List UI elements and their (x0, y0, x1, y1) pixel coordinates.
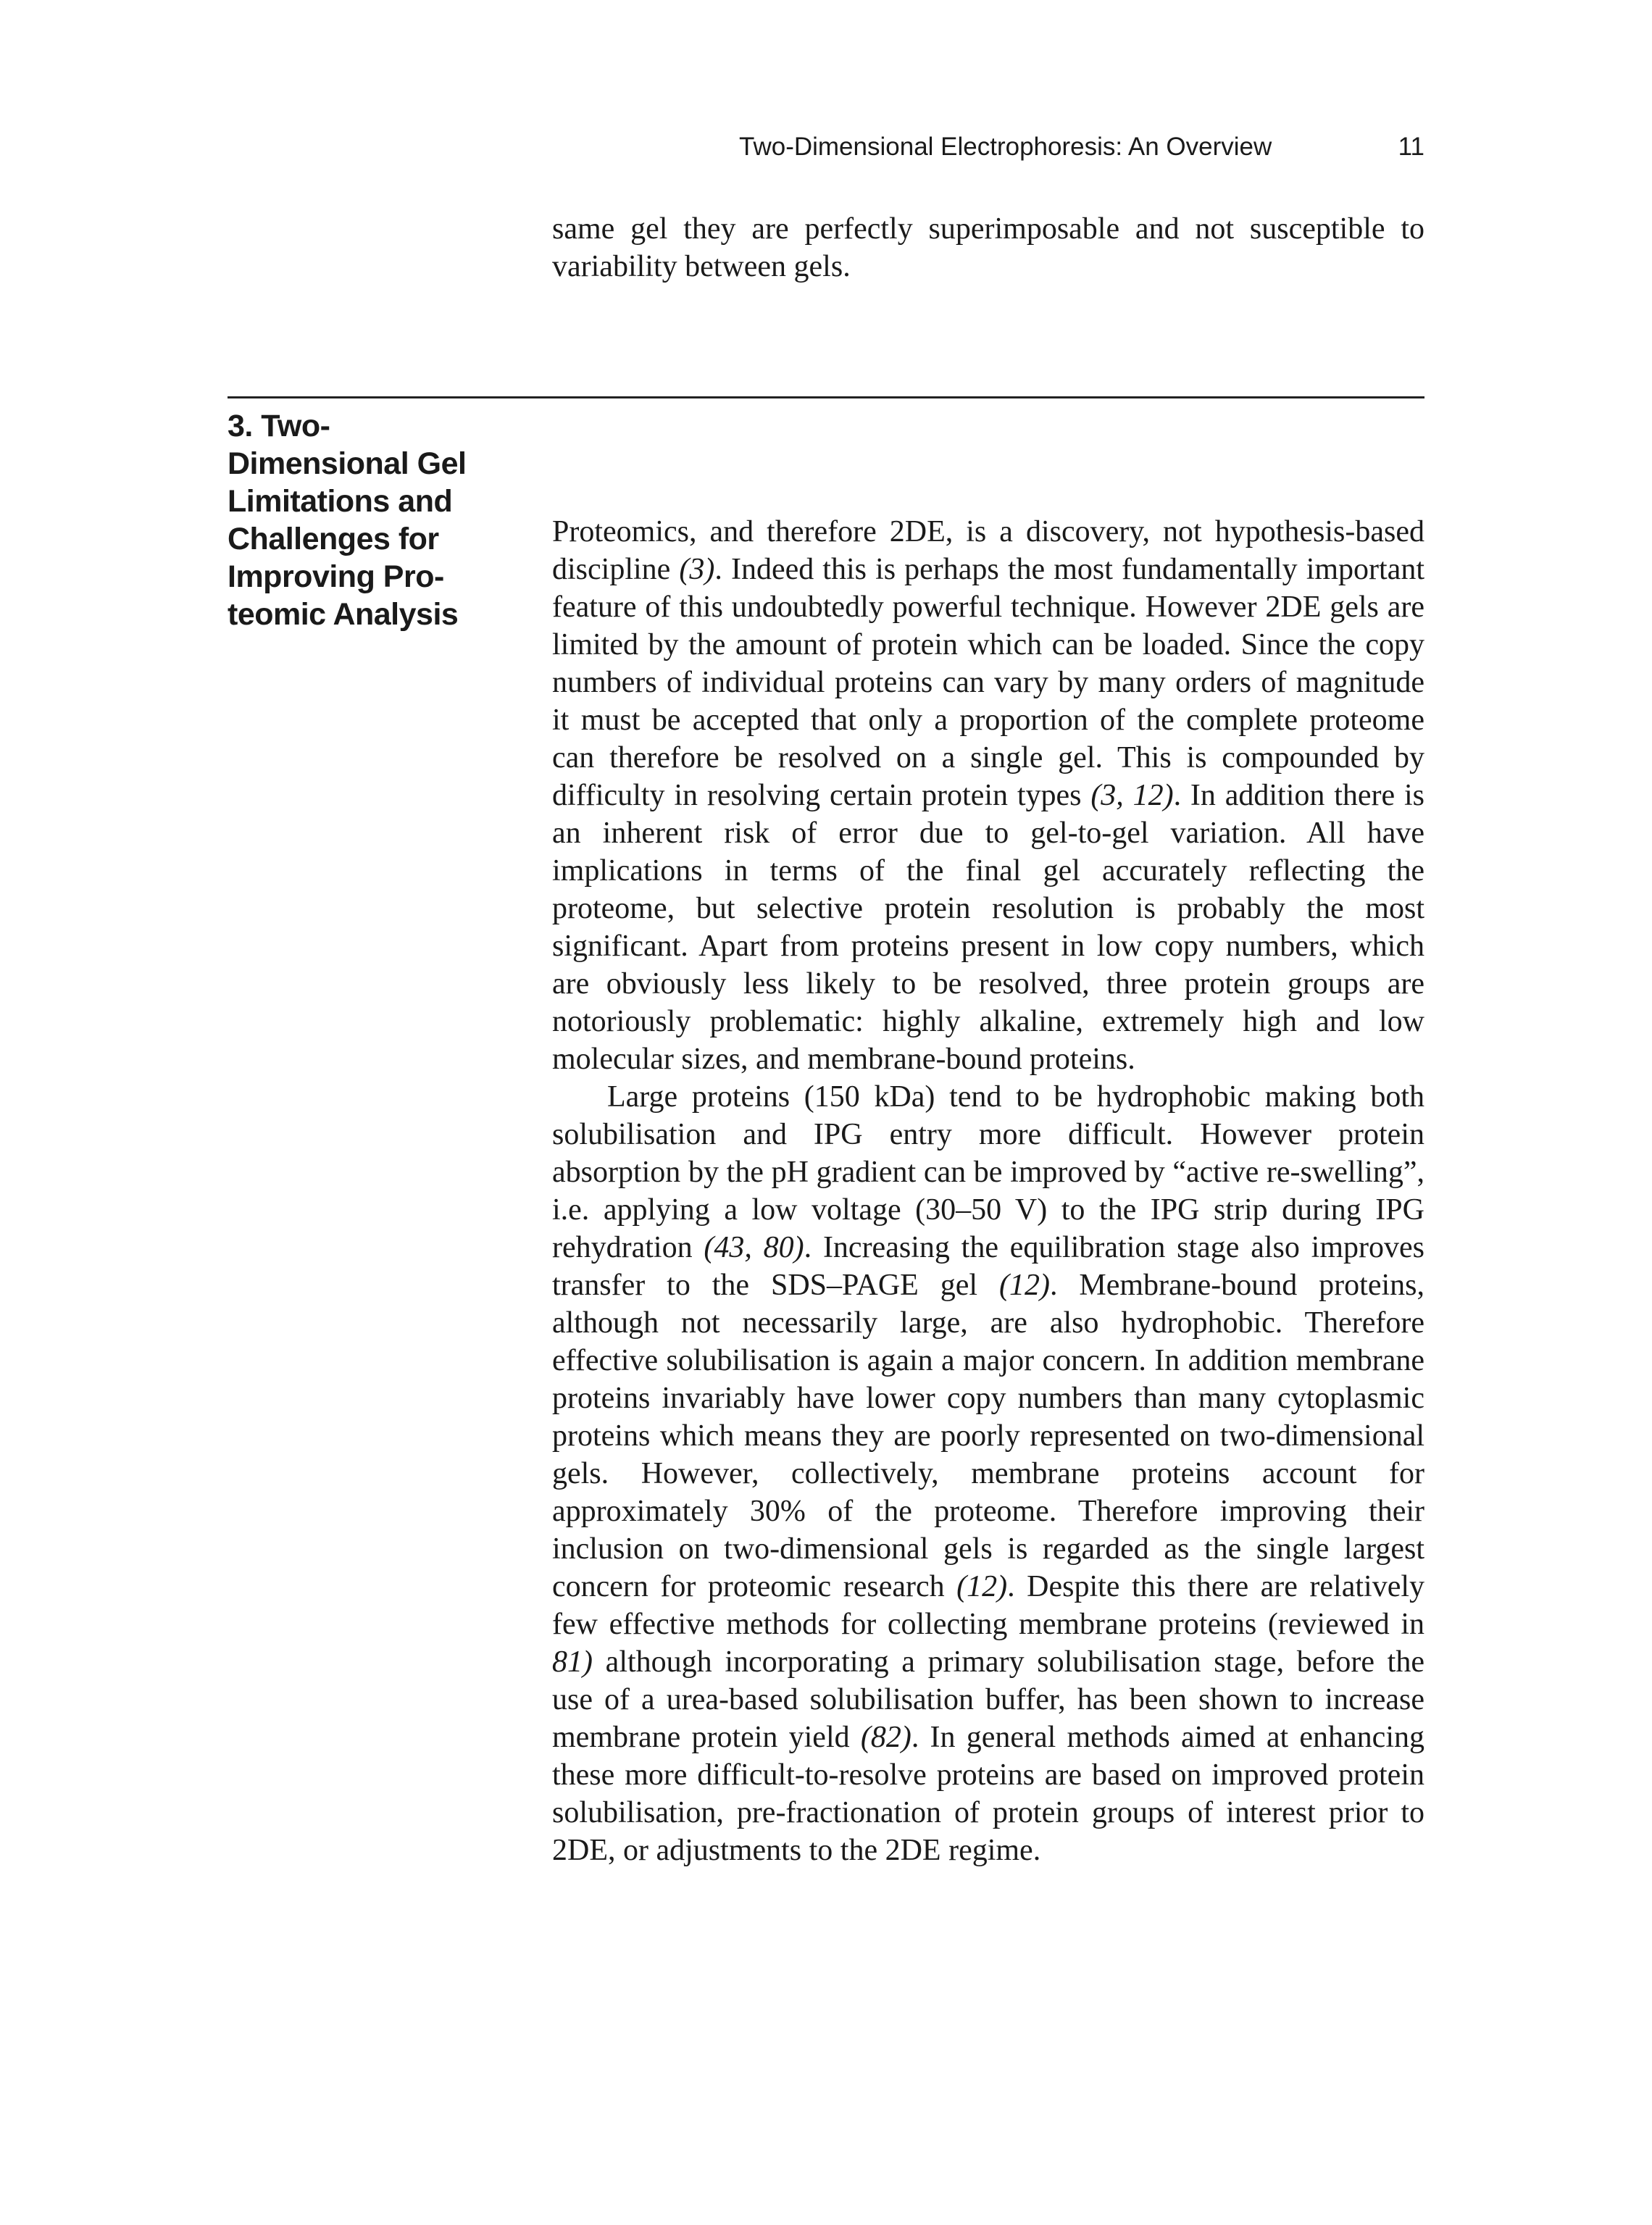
running-head-title: Two-Dimensional Electrophoresis: An Overview (739, 133, 1272, 161)
section-heading-line: Limitations and (228, 484, 453, 519)
paragraph-text: Proteomics, and therefore 2DE, is a discovery, not hypothesis-based discipline (552, 515, 1424, 586)
section-heading (228, 407, 474, 633)
section-heading-line: Challenges for (228, 522, 439, 556)
continuation-paragraph: same gel they are perfectly superimposable and not susceptible to variability between gels. (552, 212, 1424, 283)
paragraph-text: . In general methods aimed at enhancing these more difficult-to-resolve proteins are based on improved protein solubilisation, pre-fractionation of protein groups of interest prior to 2DE, or adjustments to the 2DE regime. (552, 1721, 1424, 1867)
citation: (12) (956, 1570, 1008, 1603)
section-heading-line: Dimensional Gel (228, 446, 467, 481)
section-heading-line: 3. Two- (228, 409, 330, 443)
paragraph-text: Large proteins (150 kDa) tend to be hydrophobic making both solubilisation and IPG entry more difficult. However protein absorption by the pH gradient can be improved by “active re-swelling”, i.e. applying a low voltage (30–50 V) to the IPG strip during IPG rehydration (552, 1080, 1424, 1264)
paragraph-text: . Indeed this is perhaps the most fundamentally important feature of this undoubtedly powerful technique. However 2DE gels are limited by the amount of protein which can be loaded. Since the copy numbers of individual proteins can vary by many orders of magnitude it must be accepted that only a proportion of the complete proteome can therefore be resolved on a single gel. This is compounded by difficulty in resolving certain protein types (552, 553, 1424, 812)
section-heading-line: Improving Pro- (228, 559, 444, 594)
citation: (3, 12) (1090, 779, 1174, 812)
citation: (43, 80) (704, 1231, 804, 1264)
page-number: 11 (1398, 133, 1424, 161)
citation: (12) (998, 1269, 1050, 1302)
paragraph-text: . Despite this there are relatively few effective methods for collecting membrane proteins (reviewed in (552, 1570, 1425, 1641)
citation: 81) (552, 1645, 593, 1679)
paragraph-text: although incorporating a primary solubilisation stage, before the use of a urea-based solubilisation buffer, has been shown to increase membrane protein yield (552, 1645, 1424, 1754)
paragraph-text: . Increasing the equilibration stage also improves transfer to the SDS–PAGE gel (552, 1231, 1424, 1302)
citation: (3) (679, 553, 715, 586)
section-heading-line: teomic Analysis (228, 597, 459, 632)
paragraph-text: . Membrane-bound proteins, although not necessarily large, are also hydrophobic. Therefore effective solubilisation is again a major concern. In addition membrane proteins invariably have lower copy numbers than many cytoplasmic proteins which means they are poorly represented on two-dimensional gels. However, collectively, membrane proteins account for approximately 30% of the proteome. Therefore improving their inclusion on two-dimensional gels is regarded as the single largest concern for proteomic research (552, 1269, 1424, 1603)
paragraph-text: . In addition there is an inherent risk of error due to gel-to-gel variation. All have implications in terms of the final gel accurately reflecting the proteome, but selective protein resolution is probably the most significant. Apart from proteins present in low copy numbers, which are obviously less likely to be resolved, three protein groups are notoriously problematic: highly alkaline, extremely high and low molecular sizes, and membrane-bound proteins. (552, 779, 1424, 1076)
section-divider (228, 396, 1424, 398)
citation: (82) (860, 1721, 911, 1754)
section-body (552, 513, 1424, 1869)
body-paragraph-1 (552, 513, 1424, 1078)
body-paragraph-2 (552, 1078, 1424, 1869)
